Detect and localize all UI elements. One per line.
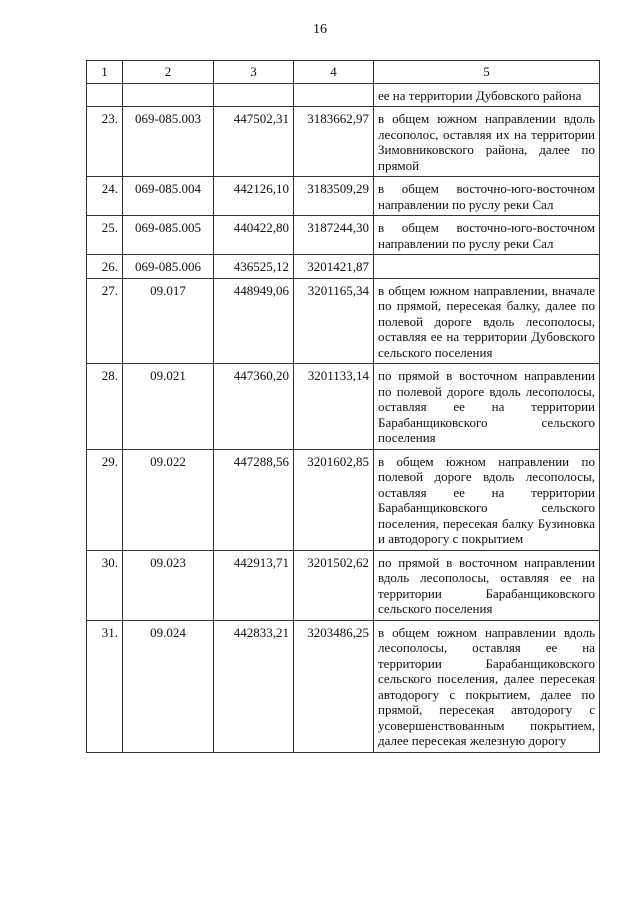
y-coordinate-cell: 3201502,62 bbox=[294, 550, 374, 620]
x-coordinate-cell: 436525,12 bbox=[214, 255, 294, 279]
row-number-cell: 31. bbox=[87, 620, 123, 752]
y-coordinate-cell: 3201133,14 bbox=[294, 364, 374, 450]
header-col-2: 2 bbox=[123, 61, 214, 84]
x-coordinate-cell: 442913,71 bbox=[214, 550, 294, 620]
coordinates-table bbox=[86, 60, 600, 753]
table-row bbox=[87, 83, 600, 107]
table-row bbox=[87, 177, 600, 216]
y-coordinate-cell: 3201165,34 bbox=[294, 278, 374, 364]
y-coordinate-cell: 3187244,30 bbox=[294, 216, 374, 255]
x-coordinate-cell: 442833,21 bbox=[214, 620, 294, 752]
x-coordinate-cell bbox=[214, 83, 294, 107]
table-row bbox=[87, 550, 600, 620]
description-cell: в общем южном направлении по полевой дороге вдоль лесополосы, оставляя ее на территории Барабанщиковского сельского поселения, пересекая балку Бузиновка и автодорогу с покрытием bbox=[374, 449, 600, 550]
table-body bbox=[87, 83, 600, 752]
header-col-1: 1 bbox=[87, 61, 123, 84]
table-header-row bbox=[87, 61, 600, 84]
description-cell: в общем южном направлении, вначале по прямой, пересекая балку, далее по полевой дороге вдоль лесополосы, оставляя ее на территории Дубовского сельского поселения bbox=[374, 278, 600, 364]
table-row bbox=[87, 449, 600, 550]
point-code-cell: 069-085.005 bbox=[123, 216, 214, 255]
point-code-cell: 069-085.004 bbox=[123, 177, 214, 216]
description-cell: по прямой в восточном направлении вдоль лесополосы, оставляя ее на территории Барабанщиковского сельского поселения bbox=[374, 550, 600, 620]
x-coordinate-cell: 448949,06 bbox=[214, 278, 294, 364]
row-number-cell: 27. bbox=[87, 278, 123, 364]
row-number-cell: 29. bbox=[87, 449, 123, 550]
point-code-cell: 09.023 bbox=[123, 550, 214, 620]
point-code-cell: 09.017 bbox=[123, 278, 214, 364]
table-row bbox=[87, 216, 600, 255]
table-row bbox=[87, 278, 600, 364]
point-code-cell: 09.024 bbox=[123, 620, 214, 752]
row-number-cell: 26. bbox=[87, 255, 123, 279]
point-code-cell bbox=[123, 83, 214, 107]
x-coordinate-cell: 447360,20 bbox=[214, 364, 294, 450]
description-cell: в общем восточно-юго-восточном направлении по руслу реки Сал bbox=[374, 177, 600, 216]
description-cell: ее на территории Дубовского района bbox=[374, 83, 600, 107]
row-number-cell bbox=[87, 83, 123, 107]
y-coordinate-cell bbox=[294, 83, 374, 107]
point-code-cell: 069-085.003 bbox=[123, 107, 214, 177]
table-row bbox=[87, 107, 600, 177]
table-row bbox=[87, 255, 600, 279]
description-cell: в общем южном направлении вдоль лесополосы, оставляя ее на территории Барабанщиковского сельского поселения, далее пересекая автодорогу с покрытием, далее по прямой, пересекая автодорогу с усовершенствованным покрытием, далее пересекая железную дорогу bbox=[374, 620, 600, 752]
y-coordinate-cell: 3203486,25 bbox=[294, 620, 374, 752]
description-cell: по прямой в восточном направлении по полевой дороге вдоль лесополосы, оставляя ее на территории Барабанщиковского сельского поселения bbox=[374, 364, 600, 450]
y-coordinate-cell: 3201602,85 bbox=[294, 449, 374, 550]
y-coordinate-cell: 3201421,87 bbox=[294, 255, 374, 279]
table-row bbox=[87, 620, 600, 752]
header-col-3: 3 bbox=[214, 61, 294, 84]
row-number-cell: 30. bbox=[87, 550, 123, 620]
y-coordinate-cell: 3183509,29 bbox=[294, 177, 374, 216]
x-coordinate-cell: 447288,56 bbox=[214, 449, 294, 550]
header-col-4: 4 bbox=[294, 61, 374, 84]
x-coordinate-cell: 440422,80 bbox=[214, 216, 294, 255]
row-number-cell: 25. bbox=[87, 216, 123, 255]
row-number-cell: 24. bbox=[87, 177, 123, 216]
page-number: 16 bbox=[313, 22, 327, 37]
description-cell: в общем восточно-юго-восточном направлении по руслу реки Сал bbox=[374, 216, 600, 255]
row-number-cell: 23. bbox=[87, 107, 123, 177]
header-col-5: 5 bbox=[374, 61, 600, 84]
point-code-cell: 069-085.006 bbox=[123, 255, 214, 279]
x-coordinate-cell: 447502,31 bbox=[214, 107, 294, 177]
point-code-cell: 09.021 bbox=[123, 364, 214, 450]
description-cell: в общем южном направлении вдоль лесополос, оставляя их на территории Зимовниковского района, далее по прямой bbox=[374, 107, 600, 177]
row-number-cell: 28. bbox=[87, 364, 123, 450]
y-coordinate-cell: 3183662,97 bbox=[294, 107, 374, 177]
x-coordinate-cell: 442126,10 bbox=[214, 177, 294, 216]
table-row bbox=[87, 364, 600, 450]
description-cell bbox=[374, 255, 600, 279]
point-code-cell: 09.022 bbox=[123, 449, 214, 550]
